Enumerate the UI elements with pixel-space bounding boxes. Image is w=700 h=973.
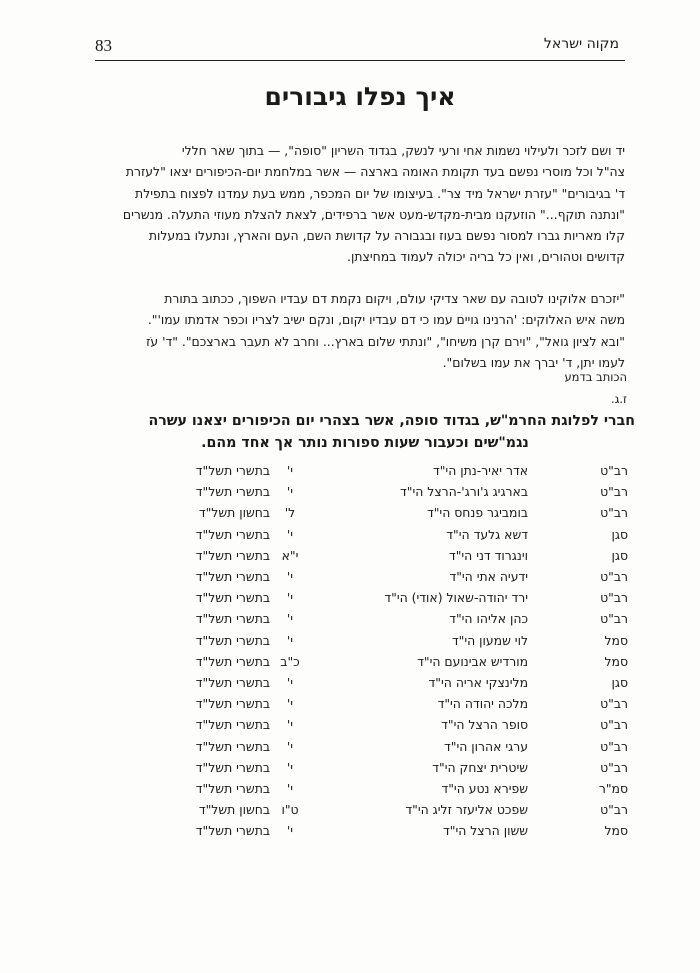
date-cell: בתשרי תשל"ד <box>195 675 270 690</box>
table-row <box>0 675 700 696</box>
running-header <box>95 34 625 61</box>
day-cell: י' <box>286 590 294 606</box>
paragraph-line: קדושים וטהורים, ואין כל בריה יכולה לעמוד במחיצתן. <box>347 249 625 265</box>
day-cell: י' <box>286 526 294 542</box>
day-cell: י' <box>286 781 294 796</box>
name-cell: בומביגר פנחס הי"ד <box>426 505 528 521</box>
date-cell: בתשרי תשל"ד <box>195 738 270 754</box>
table-row <box>0 548 700 569</box>
date-cell: בתשרי תשל"ד <box>195 611 270 627</box>
name-cell: שפירא נטע הי"ד <box>441 781 528 796</box>
day-cell: י' <box>286 759 294 775</box>
table-row <box>0 590 700 611</box>
table-row <box>0 633 700 654</box>
date-cell: בתשרי תשל"ד <box>195 717 270 733</box>
book-title: מקוה ישראל <box>543 36 619 52</box>
date-cell: בתשרי תשל"ד <box>195 463 270 478</box>
prayer-paragraph <box>95 288 625 373</box>
table-row <box>0 739 700 760</box>
name-cell: מלכה יהודה הי"ד <box>437 696 528 712</box>
page-number: 83 <box>95 36 112 55</box>
table-row <box>0 505 700 526</box>
name-cell: סופר הרצל הי"ד <box>441 717 528 733</box>
date-cell: בתשרי תשל"ד <box>195 484 270 500</box>
name-cell: מורדיש אבינועם הי"ד <box>417 653 528 669</box>
table-row <box>0 823 700 844</box>
day-cell: י' <box>286 675 294 690</box>
day-cell: י' <box>286 569 294 584</box>
rank-cell: סגן <box>611 526 628 542</box>
rank-cell: רב"ט <box>600 484 628 500</box>
day-cell: י' <box>286 823 294 839</box>
date-cell: בחשון תשל"ד <box>198 802 270 818</box>
name-cell: וינגרוד דני הי"ד <box>448 547 528 563</box>
table-row <box>0 760 700 781</box>
intro-paragraph <box>95 140 625 268</box>
paragraph-line: משה איש האלוקים: 'הרנינו גויים עמו כי דם עבדיו יקום, ונקם ישיב לצריו וכפר אדמתו עמו'". <box>147 312 625 328</box>
table-row <box>0 527 700 548</box>
paragraph-line: "ובא לציון גואל", "וירם קרן משיחו", "ונתתי שלום בארץ... וחרב לא תעבר בארצכם". "ד' עֹז <box>146 333 625 349</box>
rank-cell: רב"ט <box>600 569 628 584</box>
date-cell: בתשרי תשל"ד <box>195 547 270 563</box>
signature-author: הכותב בדמע <box>564 370 627 384</box>
day-cell: י' <box>286 717 294 733</box>
date-cell: בתשרי תשל"ד <box>195 526 270 542</box>
table-row <box>0 802 700 823</box>
date-cell: בתשרי תשל"ד <box>195 696 270 712</box>
day-cell: י' <box>286 696 294 712</box>
table-row <box>0 484 700 505</box>
date-cell: בתשרי תשל"ד <box>195 759 270 775</box>
table-row <box>0 717 700 738</box>
name-cell: לוי שמעון הי"ד <box>451 632 528 648</box>
day-cell: י' <box>286 738 294 754</box>
date-cell: בתשרי תשל"ד <box>195 781 270 796</box>
table-row <box>0 696 700 717</box>
rank-cell: סגן <box>611 675 628 690</box>
name-cell: ידעיה אתי הי"ד <box>449 569 528 584</box>
name-cell: אדר יאיר-נתן הי"ד <box>432 463 528 478</box>
name-cell: כהן אליהו הי"ד <box>449 611 528 627</box>
date-cell: בחשון תשל"ד <box>198 505 270 521</box>
rank-cell: רב"ט <box>600 738 628 754</box>
paragraph-line: צה"ל וכל מוסרי נפשם בעד תקומת האומה בארצה — אשר במלחמת יום-הכיפורים יצאו "לעזרת <box>125 164 625 180</box>
name-cell: ירד יהודה-שאול (אודי) הי"ד <box>384 590 528 606</box>
date-cell: בתשרי תשל"ד <box>195 569 270 584</box>
roster-heading-line: נגמ"שים וכעבור שעות ספורות נותר אך אחד מהם. <box>201 435 529 451</box>
name-cell: בארגיג ג'ורג'-הרצל הי"ד <box>400 484 528 500</box>
roster-heading-line: חברי לפלוגת החרמ"ש, בגדוד סופה, אשר בצהרי יום הכיפורים יצאנו עשרה <box>148 413 635 429</box>
table-row <box>0 654 700 675</box>
rank-cell: רב"ט <box>600 717 628 733</box>
paragraph-line: קלו מאריות גברו למסור נפשם בעוז ובגבורה על קדושת השם, העם והארץ, ונתעלו במעלות <box>148 228 625 244</box>
signature-initials: ז.ג. <box>610 392 627 406</box>
roster-heading <box>95 410 635 454</box>
rank-cell: רב"ט <box>600 696 628 712</box>
rank-cell: סמ"ר <box>598 781 628 796</box>
day-cell: י' <box>286 463 294 478</box>
name-cell: שיטרית יצחק הי"ד <box>432 759 528 775</box>
rank-cell: רב"ט <box>600 611 628 627</box>
name-cell: דשא גלעד הי"ד <box>446 526 528 542</box>
date-cell: בתשרי תשל"ד <box>195 590 270 606</box>
rank-cell: רב"ט <box>600 759 628 775</box>
rank-cell: רב"ט <box>600 802 628 818</box>
paragraph-line: "ונתנה תוקף..." הוזעקנו מבית-מקדש-מעט אשר ברפידים, לצאת להצלת מעוזי התעלה. מנשרים <box>122 206 625 222</box>
day-cell: י' <box>286 632 294 648</box>
day-cell: י' <box>286 484 294 500</box>
page-title: איך נפלו גיבורים <box>264 82 456 111</box>
rank-cell: סמל <box>604 653 628 669</box>
paragraph-line: יד ושם לזכר ולעילוי נשמות אחי ורעי לנשק, בגדוד השריון "סופה", — בתוך שאר חללי <box>181 143 625 158</box>
rank-cell: רב"ט <box>600 505 628 521</box>
day-cell: כ"ב <box>280 653 300 669</box>
rank-cell: סמל <box>604 823 628 839</box>
day-cell: ט"ו <box>281 802 299 818</box>
date-cell: בתשרי תשל"ד <box>195 632 270 648</box>
name-cell: ששון הרצל הי"ד <box>443 823 528 839</box>
table-row <box>0 781 700 802</box>
day-cell: י"א <box>281 547 299 563</box>
rank-cell: רב"ט <box>600 463 628 478</box>
rank-cell: סגן <box>611 547 628 563</box>
date-cell: בתשרי תשל"ד <box>195 653 270 669</box>
name-cell: ערגי אהרון הי"ד <box>444 738 528 754</box>
name-cell: שפכט אליעזר זליג הי"ד <box>405 802 528 818</box>
paragraph-line: ד' בגיבורים" "עזרת ישראל מיד צר". בעיצומו של יום המכפר, ממש בעת עמדנו לפצוח בתפילת <box>135 185 625 201</box>
table-row <box>0 611 700 632</box>
paragraph-line: "יזכרם אלוקינו לטובה עם שאר צדיקי עולם, ויקום נקמת דם עבדיו השפוך, ככתוב בתורת <box>164 291 625 306</box>
day-cell: י' <box>286 611 294 627</box>
name-cell: מלינצקי אריה הי"ד <box>428 675 528 690</box>
paragraph-line: לעמו יתן, ד' יברך את עמו בשלום". <box>442 354 625 370</box>
table-row <box>0 463 700 484</box>
table-row <box>0 569 700 590</box>
day-cell: ל' <box>284 505 296 521</box>
rank-cell: סמל <box>604 632 628 648</box>
rank-cell: רב"ט <box>600 590 628 606</box>
date-cell: בתשרי תשל"ד <box>195 823 270 839</box>
